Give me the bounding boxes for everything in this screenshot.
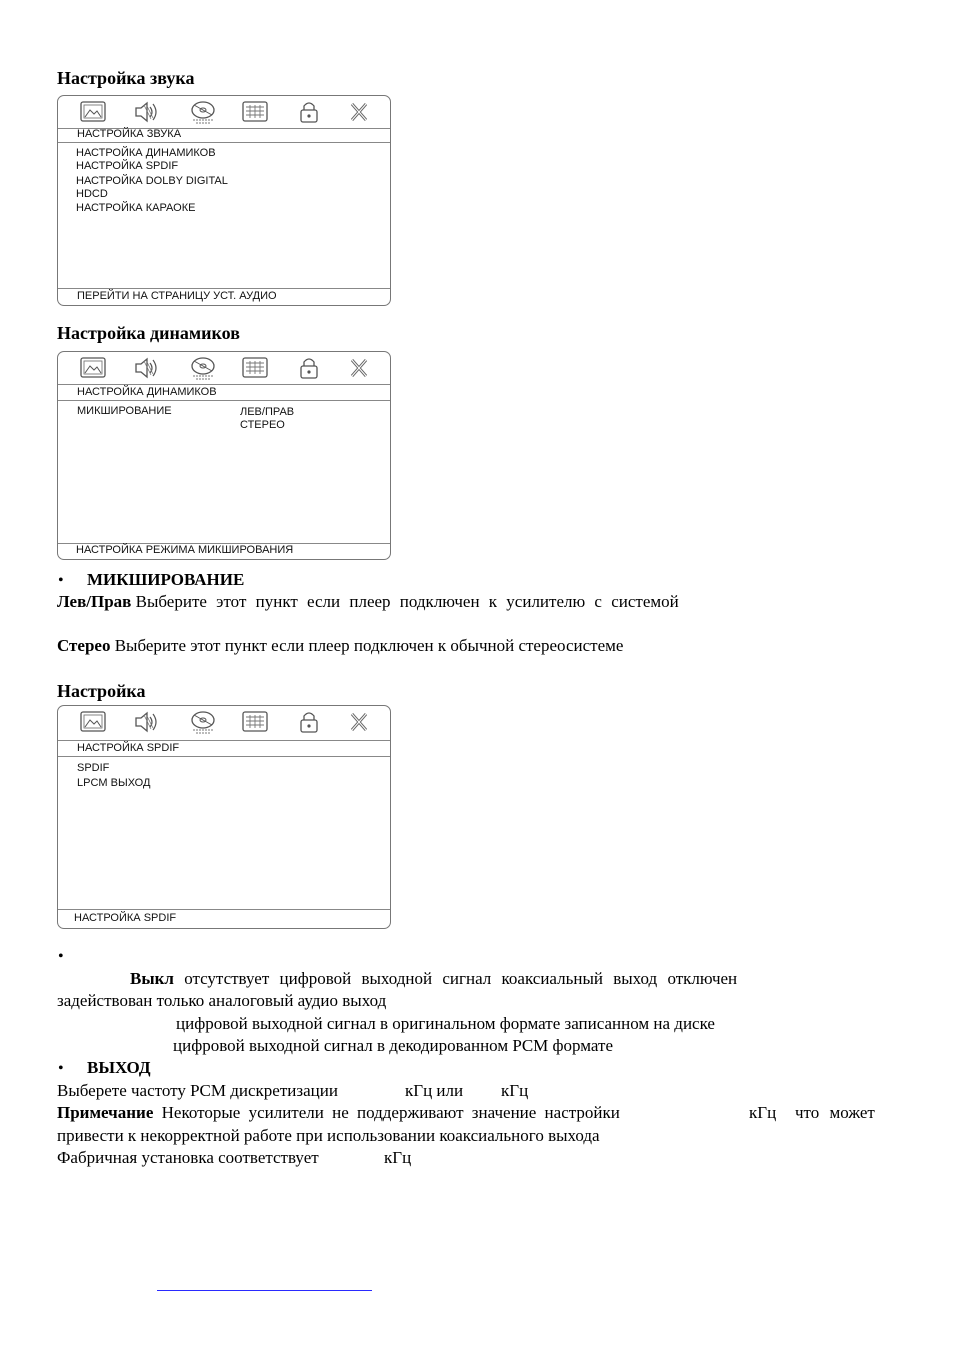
picture-icon[interactable] bbox=[78, 355, 108, 381]
picture-icon[interactable] bbox=[78, 709, 108, 735]
option-lr[interactable]: ЛЕВ/ПРАВ bbox=[240, 406, 295, 418]
menu-item-karaoke[interactable]: НАСТРОЙКА КАРАОКЕ bbox=[76, 202, 196, 214]
header-divider bbox=[58, 384, 390, 385]
menu-item-hdcd[interactable]: HDCD bbox=[76, 188, 108, 200]
menu-item-lpcm[interactable]: LPCM ВЫХОД bbox=[77, 777, 151, 789]
panel-footer: НАСТРОЙКА SPDIF bbox=[74, 912, 177, 924]
off-text-line2: задействован только аналоговый аудио выход bbox=[57, 991, 387, 1010]
lock-icon[interactable] bbox=[294, 99, 324, 125]
close-icon[interactable] bbox=[344, 99, 374, 125]
close-icon[interactable] bbox=[344, 709, 374, 735]
speaker-icon[interactable] bbox=[131, 355, 161, 381]
disc-icon[interactable] bbox=[188, 355, 218, 381]
panel-title: НАСТРОЙКА ДИНАМИКОВ bbox=[77, 386, 217, 398]
close-icon[interactable] bbox=[344, 355, 374, 381]
hyperlink-underline[interactable] bbox=[157, 1290, 372, 1291]
heading-audio-setup: Настройка звука bbox=[57, 68, 195, 88]
speaker-setup-panel bbox=[57, 351, 391, 560]
lock-icon[interactable] bbox=[294, 709, 324, 735]
grid-icon[interactable] bbox=[240, 355, 270, 381]
note-paragraph bbox=[57, 1103, 620, 1123]
off-paragraph bbox=[130, 969, 737, 989]
raw-text: цифровой выходной сигнал в оригинальном формате записанном на диске bbox=[176, 1014, 715, 1033]
stereo-term: Стерео bbox=[57, 636, 111, 655]
panel-title: НАСТРОЙКА SPDIF bbox=[77, 742, 180, 754]
pcm-text: цифровой выходной сигнал в декодированном PCM формате bbox=[173, 1036, 614, 1055]
bullet-dot: • bbox=[58, 572, 64, 589]
lr-text: Выберите этот пункт если плеер подключен к усилителю с системой bbox=[135, 592, 679, 611]
bullet-dot: • bbox=[58, 948, 64, 965]
menu-item-speakers[interactable]: НАСТРОЙКА ДИНАМИКОВ bbox=[76, 147, 216, 159]
option-stereo[interactable]: СТЕРЕО bbox=[240, 419, 285, 431]
output-line1-a: Выберете частоту PCM дискретизации bbox=[57, 1081, 338, 1100]
note-line2: привести к некорректной работе при использовании коаксиального выхода bbox=[57, 1126, 600, 1145]
note-text: Некоторые усилители не поддерживают значение настройки bbox=[161, 1103, 620, 1122]
icon-bar bbox=[58, 352, 390, 384]
factory-text: Фабричная установка соответствует bbox=[57, 1148, 319, 1167]
bullet-dot: • bbox=[58, 1060, 64, 1077]
title-divider bbox=[58, 142, 390, 143]
off-term: Выкл bbox=[130, 969, 174, 988]
menu-item-spdif[interactable]: SPDIF bbox=[77, 762, 110, 774]
heading-speaker-setup: Настройка динамиков bbox=[57, 323, 240, 343]
title-divider bbox=[58, 756, 390, 757]
menu-item-dolby[interactable]: НАСТРОЙКА DOLBY DIGITAL bbox=[76, 175, 228, 187]
stereo-text: Выберите этот пункт если плеер подключен к обычной стереосистеме bbox=[114, 636, 624, 655]
menu-item-spdif[interactable]: НАСТРОЙКА SPDIF bbox=[76, 160, 179, 172]
output-line1-b: кГц или bbox=[405, 1081, 464, 1100]
menu-item-downmix[interactable]: МИКШИРОВАНИЕ bbox=[77, 405, 172, 417]
title-divider bbox=[58, 400, 390, 401]
lr-paragraph bbox=[57, 592, 679, 612]
icon-bar bbox=[58, 706, 390, 738]
panel-footer: ПЕРЕЙТИ НА СТРАНИЦУ УСТ. АУДИО bbox=[77, 290, 277, 302]
disc-icon[interactable] bbox=[188, 99, 218, 125]
spdif-setup-panel bbox=[57, 705, 391, 929]
lock-icon[interactable] bbox=[294, 355, 324, 381]
factory-unit: кГц bbox=[384, 1148, 412, 1167]
mix-heading: МИКШИРОВАНИЕ bbox=[87, 570, 245, 589]
panel-title: НАСТРОЙКА ЗВУКА bbox=[77, 128, 182, 140]
output-line1-c: кГц bbox=[501, 1081, 529, 1100]
note-unit: кГц bbox=[749, 1103, 777, 1122]
note-tail: что может bbox=[795, 1103, 875, 1122]
picture-icon[interactable] bbox=[78, 99, 108, 125]
lr-term: Лев/Прав bbox=[57, 592, 132, 611]
footer-divider bbox=[58, 909, 390, 910]
output-heading: ВЫХОД bbox=[87, 1058, 151, 1077]
speaker-icon[interactable] bbox=[131, 99, 161, 125]
off-text: отсутствует цифровой выходной сигнал коаксиальный выход отключен bbox=[184, 969, 738, 988]
grid-icon[interactable] bbox=[240, 709, 270, 735]
icon-bar bbox=[58, 96, 390, 128]
footer-divider bbox=[58, 288, 390, 289]
stereo-paragraph bbox=[57, 636, 623, 656]
panel-footer: НАСТРОЙКА РЕЖИМА МИКШИРОВАНИЯ bbox=[76, 544, 294, 556]
grid-icon[interactable] bbox=[240, 99, 270, 125]
speaker-icon[interactable] bbox=[131, 709, 161, 735]
heading-spdif-setup: Настройка bbox=[57, 681, 146, 701]
header-divider bbox=[58, 740, 390, 741]
disc-icon[interactable] bbox=[188, 709, 218, 735]
audio-setup-panel bbox=[57, 95, 391, 306]
note-term: Примечание bbox=[57, 1103, 154, 1122]
